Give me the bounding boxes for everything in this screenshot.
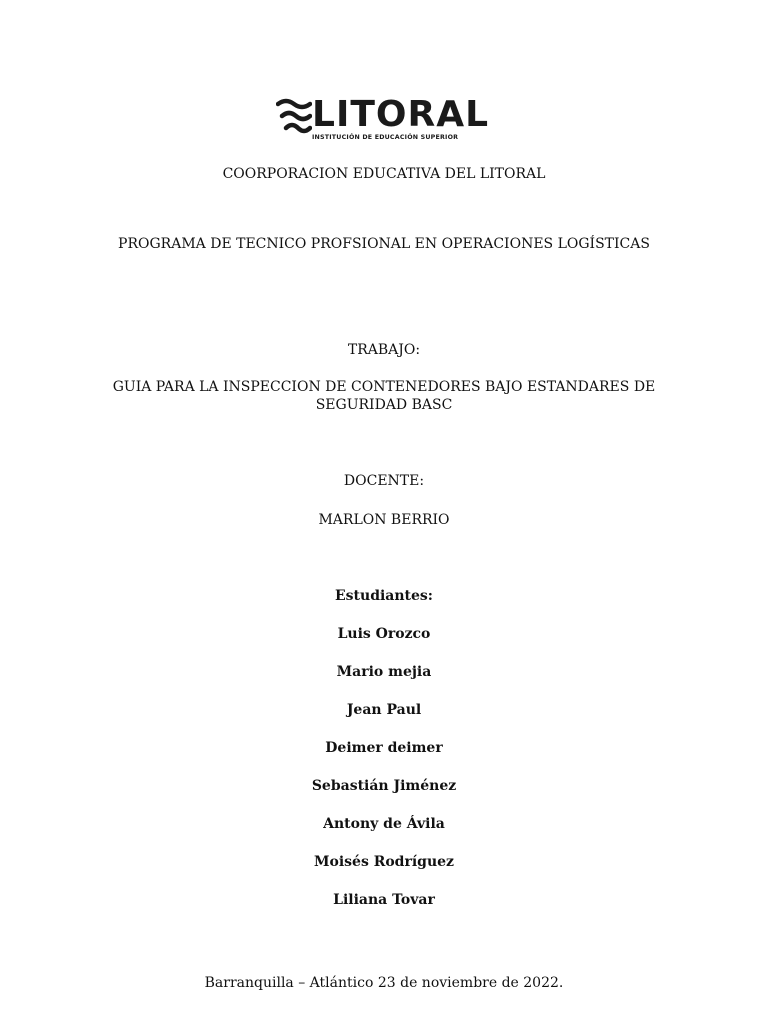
litoral-logo (276, 94, 490, 148)
work-label: TRABAJO: (347, 342, 421, 358)
student-name: Mario mejia (336, 664, 432, 680)
student-name: Luis Orozco (337, 626, 431, 642)
student-name: Deimer deimer (325, 740, 443, 756)
work-title: GUIA PARA LA INSPECCION DE CONTENEDORES BAJO ESTANDARES DE SEGURIDAD BASC (112, 379, 656, 413)
student-name: Liliana Tovar (333, 892, 435, 908)
wave-emblem-icon (276, 96, 312, 136)
student-name: Antony de Ávila (323, 816, 445, 832)
footer-place-date: Barranquilla – Atlántico 23 de noviembre de 2022. (204, 975, 564, 991)
teacher-label: DOCENTE: (343, 473, 425, 489)
student-name: Moisés Rodríguez (314, 854, 454, 870)
institution-name: COORPORACION EDUCATIVA DEL LITORAL (222, 166, 546, 182)
teacher-name: MARLON BERRIO (318, 512, 450, 528)
program-name: PROGRAMA DE TECNICO PROFSIONAL EN OPERACIONES LOGÍSTICAS (118, 236, 650, 252)
student-name: Jean Paul (346, 702, 422, 718)
student-name: Sebastián Jiménez (311, 778, 457, 794)
logo-subtitle: INSTITUCIÓN DE EDUCACIÓN SUPERIOR (312, 134, 459, 141)
logo-wordmark: LITORAL (312, 94, 490, 135)
students-label: Estudiantes: (335, 588, 433, 604)
